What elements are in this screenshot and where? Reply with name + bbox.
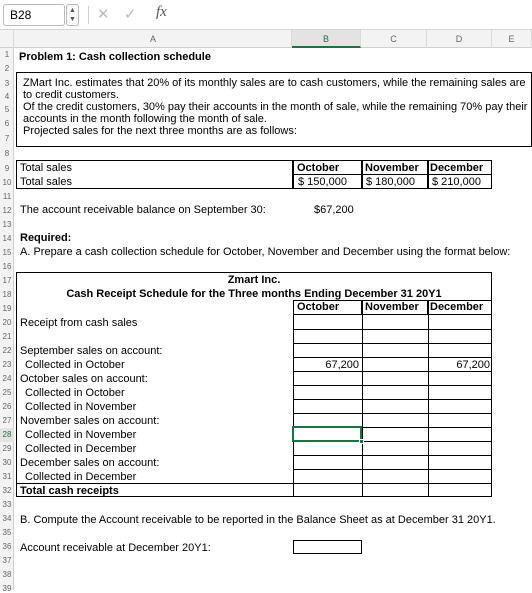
cancel-icon[interactable]: ✕ (97, 6, 110, 23)
formula-bar (0, 0, 532, 30)
intro-line: ZMart Inc. estimates that 20% of its monthly sales are to cash customers, while the remaining sales are (23, 77, 526, 89)
row-header-item[interactable]: 15 (2, 248, 12, 257)
row-header-item[interactable]: 36 (2, 542, 12, 551)
sheet-grid[interactable] (15, 48, 532, 590)
schedule-month: November (365, 301, 419, 313)
row-header-item[interactable]: 14 (2, 234, 12, 243)
total-sales-label: Total sales (20, 176, 72, 188)
row-header-item[interactable]: 25 (2, 388, 12, 397)
part-b-text: B. Compute the Account receivable to be reported in the Balance Sheet as at December 31 20Y1. (20, 514, 496, 526)
section-label: December sales on account: (20, 457, 160, 469)
column-header (0, 30, 532, 48)
section-label: September sales on account: (20, 345, 163, 357)
column-header-b[interactable]: B (292, 30, 361, 48)
row-header-item[interactable]: 1 (4, 50, 10, 59)
sales-amount: $ 150,000 (298, 176, 347, 188)
row-header-item[interactable]: 33 (2, 500, 12, 509)
formula-bar-divider (88, 6, 89, 24)
cash-sales-label: Receipt from cash sales (20, 317, 138, 329)
row-header-item[interactable]: 16 (2, 262, 12, 271)
row-header-item[interactable]: 27 (2, 416, 12, 425)
column-header-a[interactable]: A (15, 30, 292, 48)
ar-dec-input-cell[interactable] (293, 540, 362, 554)
total-cash-receipts-label: Total cash receipts (20, 485, 119, 497)
total-sales-label: Total sales (20, 162, 72, 174)
ar-label: The account receivable balance on September 30: (20, 204, 266, 216)
intro-line: to credit customers. (23, 89, 119, 101)
sep-oct-value[interactable]: 67,200 (325, 359, 359, 371)
grid-line (293, 343, 492, 344)
row-header-item[interactable]: 6 (4, 119, 10, 128)
row-header-item[interactable]: 31 (2, 472, 12, 481)
row-header-item[interactable]: 39 (2, 584, 12, 593)
row-header-item[interactable]: 3 (4, 79, 10, 88)
name-box[interactable]: B28 (3, 4, 65, 26)
intro-line: Projected sales for the next three months are as follows: (23, 125, 297, 137)
row-header-item[interactable]: 20 (2, 318, 12, 327)
sales-amount: $ 210,000 (432, 176, 481, 188)
grid-line (293, 469, 492, 470)
sales-amount: $ 180,000 (366, 176, 415, 188)
row-header-item[interactable]: 23 (2, 360, 12, 369)
row-header-item[interactable]: 24 (2, 374, 12, 383)
row-header-item[interactable]: 10 (2, 178, 12, 187)
chevron-up-icon[interactable]: ▲ (69, 7, 76, 14)
row-header-item[interactable]: 22 (2, 346, 12, 355)
row-header-item[interactable]: 21 (2, 332, 12, 341)
month-header: December (430, 162, 484, 174)
grid-line (293, 413, 492, 414)
insert-function-icon[interactable]: fx (156, 4, 167, 20)
row-header-item[interactable]: 17 (2, 276, 12, 285)
fill-handle[interactable] (359, 439, 364, 444)
column-header-d[interactable]: D (427, 30, 492, 48)
row-header-item[interactable]: 2 (4, 64, 10, 73)
month-header: November (365, 162, 419, 174)
collected-label: Collected in October (25, 359, 125, 371)
selected-cell[interactable] (292, 426, 362, 442)
grid-line (293, 455, 492, 456)
collected-label: Collected in December (25, 443, 137, 455)
grid-line (293, 357, 492, 358)
schedule-month: October (297, 301, 340, 313)
row-header-item[interactable]: 26 (2, 402, 12, 411)
ar-dec-label: Account receivable at December 20Y1: (20, 542, 211, 554)
ar-value: $67,200 (314, 204, 354, 216)
intro-line: Of the credit customers, 30% pay their accounts in the month of sale, while the remaining 70% pay their (23, 101, 528, 113)
confirm-icon[interactable]: ✓ (124, 6, 137, 23)
row-header-item[interactable]: 13 (2, 220, 12, 229)
row-header-item[interactable]: 19 (2, 304, 12, 313)
column-header-c[interactable]: C (361, 30, 427, 48)
chevron-down-icon[interactable]: ▼ (69, 16, 76, 23)
company-name: Zmart Inc. (227, 274, 281, 286)
collected-label: Collected in October (25, 387, 125, 399)
row-header-item[interactable]: 29 (2, 444, 12, 453)
row-header-item-selected[interactable]: 28 (0, 428, 14, 442)
grid-line (293, 483, 492, 484)
schedule-month: December (430, 301, 484, 313)
required-label: Required: (20, 232, 72, 244)
row-header-item[interactable]: 8 (4, 149, 10, 158)
row-header-item[interactable]: 7 (4, 134, 10, 143)
collected-label: Collected in December (25, 471, 137, 483)
grid-line (293, 329, 492, 330)
row-header-item[interactable]: 34 (2, 514, 12, 523)
row-header-item[interactable]: 5 (4, 105, 10, 114)
section-label: November sales on account: (20, 415, 160, 427)
grid-line (293, 399, 492, 400)
row-header-item[interactable]: 35 (2, 528, 12, 537)
collected-label: Collected in November (25, 401, 137, 413)
column-header-e[interactable]: E (492, 30, 532, 48)
collected-label: Collected in November (25, 429, 137, 441)
row-header (0, 48, 14, 593)
grid-line (293, 385, 492, 386)
part-a-text: A. Prepare a cash collection schedule for October, November and December using the format below: (20, 246, 511, 258)
name-box-stepper[interactable] (66, 4, 79, 26)
row-header-item[interactable]: 37 (2, 556, 12, 565)
row-header-item[interactable]: 11 (2, 192, 12, 201)
problem-title: Problem 1: Cash collection schedule (19, 51, 211, 63)
row-header-item[interactable]: 32 (2, 486, 12, 495)
month-header: October (297, 162, 340, 174)
section-label: October sales on account: (20, 373, 148, 385)
intro-line: accounts in the month following the month of sale. (23, 113, 267, 125)
row-header-item[interactable]: 38 (2, 570, 12, 579)
row-header-item[interactable]: 9 (4, 164, 10, 173)
row-header-item[interactable]: 18 (2, 290, 12, 299)
select-all-corner[interactable] (0, 30, 14, 48)
schedule-title: Cash Receipt Schedule for the Three months Ending December 31 20Y1 (66, 288, 442, 300)
sep-oct-value-dec[interactable]: 67,200 (456, 359, 490, 371)
row-header-item[interactable]: 4 (4, 92, 10, 101)
row-header-item[interactable]: 12 (2, 206, 12, 215)
row-header-item[interactable]: 30 (2, 458, 12, 467)
